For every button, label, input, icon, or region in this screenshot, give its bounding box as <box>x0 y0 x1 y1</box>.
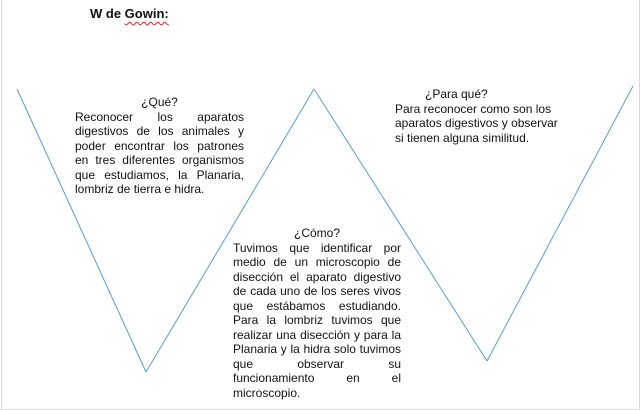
que-heading: ¿Qué? <box>141 95 178 109</box>
para-que-heading: ¿Para qué? <box>425 87 488 101</box>
que-section <box>75 95 244 197</box>
como-section <box>233 226 401 400</box>
para-que-body: Para reconocer como son los aparatos digestivos y observar si tienen alguna similitud. <box>395 101 558 145</box>
title-gowin-word: Gowin: <box>124 6 169 21</box>
como-body: Tuvimos que identificar por medio de un microscopio de disección el aparato digestivo de cada uno de los seres vivos que estábamos estudiando. Para la lombriz tuvimos que realizar una disección y para la Planaria y la hidra solo tuvimos que observar su funcionamiento en el microscopio. <box>233 240 401 400</box>
como-heading: ¿Cómo? <box>293 226 340 240</box>
para-que-section <box>395 87 565 145</box>
que-body: Reconocer los aparatos digestivos de los animales y poder encontrar los patrones en tres diferentes organismos que estudiamos, la Planaria, lombriz de tierra e hidra. <box>75 109 244 196</box>
title-prefix: W de <box>90 6 125 21</box>
